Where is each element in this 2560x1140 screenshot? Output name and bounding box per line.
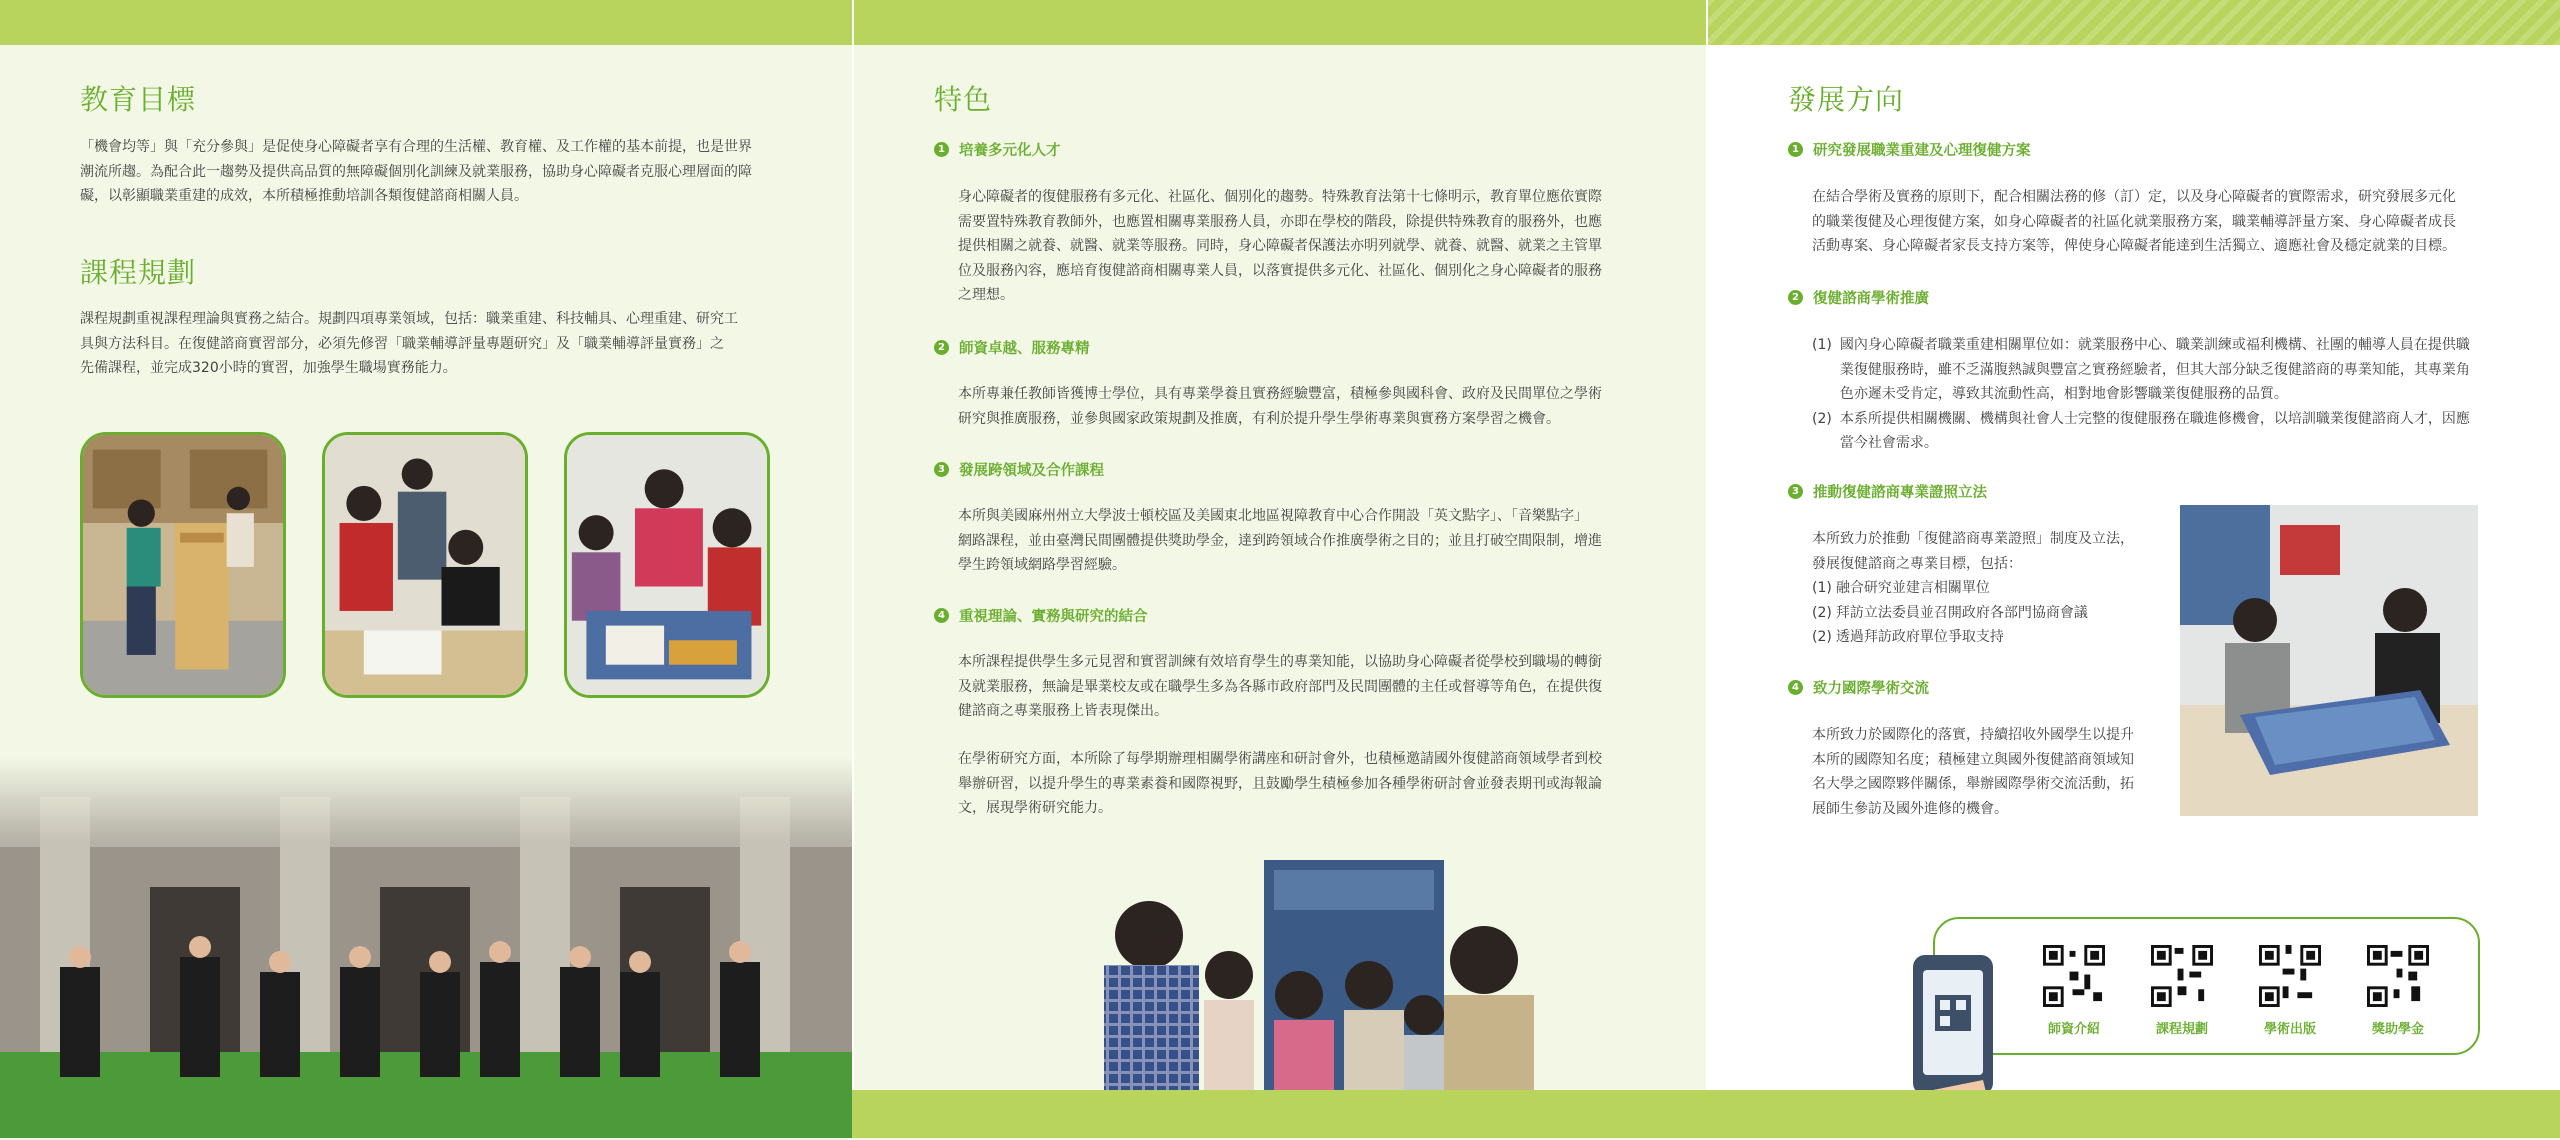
text-line: 課程規劃重視課程理論與實務之結合。規劃四項專業領域，包括：職業重建、科技輔具、心理重建、研究工 — [80, 311, 738, 327]
feature-text-4b — [958, 747, 1693, 821]
qr-code-icon[interactable] — [2151, 945, 2213, 1007]
photo-braille-board — [564, 432, 770, 698]
direction-text-3 — [1812, 527, 2162, 650]
goal-text — [80, 135, 780, 209]
bottom-banner-right — [1708, 1090, 2560, 1138]
list-item — [1812, 625, 2162, 650]
text-line: 及就業服務，無論是畢業校友或在職學生多為各縣市政府部門及民間團體的主任或督導等角色，在提供復 — [958, 678, 1602, 695]
text-line: 舉辦研習，以提升學生的專業素養和國際視野，且鼓勵學生積極參加各種學術研討會並發表期刊或海報論 — [958, 775, 1602, 792]
feature-heading-1 — [934, 139, 1061, 160]
number-badge: 3 — [1788, 484, 1803, 499]
text-line: 業復健服務時，雖不乏滿腹熱誠與豐富之實務經驗者，但其大部分缺乏復健諮商的專業知能，其專業角 — [1839, 361, 2470, 378]
list-text: 拜訪立法委員並召開政府各部門協商會議 — [1835, 604, 2088, 621]
number-badge: 2 — [934, 340, 949, 355]
direction-text-4 — [1812, 723, 2162, 821]
text-line: 先備課程，並完成320小時的實習，加強學生職場實務能力。 — [80, 360, 457, 376]
qr-code-icon[interactable] — [2367, 945, 2429, 1007]
direction-heading-3 — [1788, 481, 1987, 502]
list-marker: (2) — [1812, 410, 1832, 427]
panel-right — [1708, 45, 2560, 1138]
text-line: 身心障礙者的復健服務有多元化、社區化、個別化的趨勢。特殊教育法第十七條明示，教育單位應依實際 — [958, 189, 1602, 205]
text-line: 具與方法科目。在復健諮商實習部分，必須先修習「職業輔導評量專題研究」及「職業輔導評量實務」之 — [80, 335, 724, 352]
text-line: 名大學之國際夥伴關係，舉辦國際學術交流活動，拓 — [1812, 776, 2134, 792]
feature-heading-2 — [934, 337, 1090, 358]
text-line: 需要置特殊教育教師外，也應置相關專業服務人員，亦即在學校的階段，除提供特殊教育的服務外，也應 — [958, 213, 1602, 230]
text-line: 在結合學術及實務的原則下，配合相關法務的修（訂）定，以及身心障礙者的實際需求，研究發展多元化 — [1812, 189, 2456, 205]
course-text — [80, 307, 780, 381]
top-banner-stripes — [1707, 0, 2560, 45]
qr-label-curriculum[interactable]: 課程規劃 — [2155, 1022, 2208, 1037]
heading-text: 發展跨領域及合作課程 — [959, 463, 1104, 479]
text-line: 之理想。 — [958, 287, 1014, 303]
text-line: 文，展現學術研究能力。 — [958, 800, 1112, 816]
list-marker: (2) — [1812, 604, 1832, 621]
text-line: 的職業復健及心理復健方案，如身心障礙者的社區化就業服務方案，職業輔導評量方案、身心障礙者成長 — [1812, 213, 2456, 230]
goal-title: 教育目標 — [80, 83, 197, 116]
qr-label-publication[interactable]: 學術出版 — [2263, 1022, 2316, 1037]
photo-loom — [80, 432, 286, 698]
text-line: 「機會均等」與「充分參與」是促使身心障礙者享有合理的生活權、教育權、及工作權的基本前提，也是世界 — [80, 139, 752, 155]
heading-text: 復健諮商學術推廣 — [1813, 291, 1929, 307]
graduation-photo — [0, 757, 852, 1138]
text-line: 本系所提供相關機關、機構與社會人士完整的復健服務在職進修機會，以培訓職業復健諮商人才，因應 — [1839, 410, 2470, 427]
number-badge: 4 — [934, 608, 949, 623]
direction-list-2 — [1812, 333, 2547, 456]
list-item — [1812, 333, 2547, 407]
number-badge: 1 — [1788, 142, 1803, 157]
qr-label-faculty[interactable]: 師資介紹 — [2047, 1022, 2100, 1037]
photo-consultation — [2180, 505, 2478, 816]
direction-title: 發展方向 — [1788, 83, 1905, 116]
text-line: 當今社會需求。 — [1839, 435, 1938, 451]
direction-text-1 — [1812, 185, 2547, 259]
text-line: 位及服務內容，應培育復健諮商相關專業人員，以落實提供多元化、社區化、個別化之身心障礙者的服務 — [958, 262, 1602, 279]
direction-heading-2 — [1788, 287, 1929, 308]
number-badge: 4 — [1788, 680, 1803, 695]
list-marker: (2) — [1812, 629, 1832, 645]
heading-text: 師資卓越、服務專精 — [959, 341, 1090, 357]
panel-left — [0, 45, 852, 1138]
heading-text: 致力國際學術交流 — [1813, 681, 1929, 697]
qr-label-scholarship[interactable]: 獎助學金 — [2371, 1022, 2424, 1037]
list-item — [1812, 601, 2162, 626]
direction-heading-1 — [1788, 139, 2031, 160]
list-text: 透過拜訪政府單位爭取支持 — [1835, 629, 2004, 645]
bottom-banner — [852, 1090, 1708, 1138]
text-line: 研究與推廣服務，並參與國家政策規劃及推廣，有利於提升學生學術專業與實務方案學習之機會。 — [958, 410, 1560, 427]
text-line: 展師生參訪及國外進修的機會。 — [1812, 800, 2008, 817]
text-line: 礙，以彰顯職業重建的成效，本所積極推動培訓各類復健諮商相關人員。 — [80, 188, 528, 204]
direction-heading-4 — [1788, 677, 1929, 698]
text-line: 提供相關之就養、就醫、就業等服務。同時，身心障礙者保護法亦明列就學、就養、就醫、就業之主管單 — [958, 238, 1602, 254]
number-badge: 3 — [934, 462, 949, 477]
text-line: 本所的國際知名度；積極建立與國外復健諮商領域知 — [1812, 751, 2134, 768]
qr-code-icon[interactable] — [2259, 945, 2321, 1007]
panel-middle — [854, 45, 1706, 1138]
photo-classroom — [322, 432, 528, 698]
text-line: 在學術研究方面，本所除了每學期辦理相關學術講座和研討會外，也積極邀請國外復健諮商領域學者到校 — [958, 751, 1602, 767]
text-line: 本所課程提供學生多元見習和實習訓練有效培育學生的專業知能，以協助身心障礙者從學校到職場的轉銜 — [958, 654, 1602, 670]
text-line: 色亦遲未受肯定，導致其流動性高，相對地會影響職業復健服務的品質。 — [1839, 386, 2288, 402]
feature-text-2 — [958, 382, 1693, 431]
number-badge: 1 — [934, 142, 949, 157]
feature-text-4 — [958, 650, 1693, 724]
feature-text-3 — [958, 504, 1693, 578]
text-line: 潮流所趨。為配合此一趨勢及提供高品質的無障礙個別化訓練及就業服務，協助身心障礙者克服心理層面的障 — [80, 163, 752, 180]
number-badge: 2 — [1788, 290, 1803, 305]
text-line: 國內身心障礙者職業重建相關單位如：就業服務中心、職業訓練或福利機構、社團的輔導人員在提供職 — [1839, 337, 2470, 353]
feature-heading-3 — [934, 459, 1104, 480]
feature-heading-4 — [934, 605, 1148, 626]
heading-text: 重視理論、實務與研究的結合 — [959, 609, 1148, 625]
feature-text-1 — [958, 185, 1693, 308]
list-marker: (1) — [1812, 337, 1832, 353]
heading-text: 推動復健諮商專業證照立法 — [1813, 485, 1987, 501]
text-line: 網路課程，並由臺灣民間團體提供獎助學金，達到跨領域合作推廣學術之目的；並且打破空間限制，增進 — [958, 532, 1602, 549]
features-title: 特色 — [934, 83, 993, 116]
text-line: 本所致力於推動「復健諮商專業證照」制度及立法， — [1812, 531, 2134, 547]
text-line: 活動專案、身心障礙者家長支持方案等，俾使身心障礙者能達到生活獨立、適應社會及穩定就業的目標。 — [1812, 238, 2456, 254]
course-title: 課程規劃 — [80, 256, 197, 289]
heading-text: 培養多元化人才 — [959, 143, 1061, 159]
list-item — [1812, 407, 2547, 456]
text-line: 健諮商之專業服務上皆表現傑出。 — [958, 703, 1168, 719]
list-marker: (1) — [1812, 580, 1832, 596]
list-text: 融合研究並建言相關單位 — [1835, 580, 1990, 596]
text-line: 本所與美國麻州州立大學波士頓校區及美國東北地區視障教育中心合作開設「英文點字」、「音樂點字」 — [958, 508, 1588, 524]
text-line: 本所致力於國際化的落實，持續招收外國學生以提升 — [1812, 727, 2134, 743]
text-line: 發展復健諮商之專業目標，包括： — [1812, 555, 2022, 572]
text-line: 學生跨領域網路學習經驗。 — [958, 557, 1126, 573]
qr-code-icon[interactable] — [2043, 945, 2105, 1007]
list-item — [1812, 576, 2162, 601]
heading-text: 研究發展職業重建及心理復健方案 — [1813, 143, 2031, 159]
text-line: 本所專兼任教師皆獲博士學位，具有專業學養且實務經驗豐富，積極參與國科會、政府及民間單位之學術 — [958, 386, 1602, 402]
